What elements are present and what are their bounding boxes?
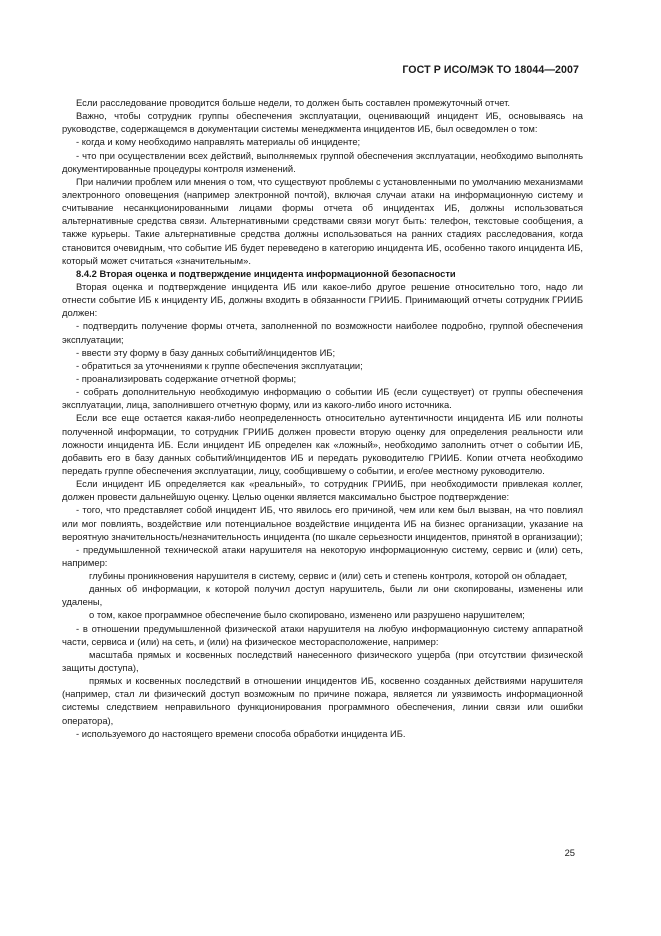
paragraph: - проанализировать содержание отчетной формы; — [76, 372, 297, 384]
paragraph: Вторая оценка и подтверждение инцидента ИБ или какое-либо другое решение относительно того, надо ли отнести событие ИБ к инциденту ИБ, должны входить в обязанности ГРИИБ. Принимающий отчеты сотрудник ГРИИБ должен: — [62, 280, 583, 319]
paragraph: глубины проникновения нарушителя в систему, сервис и (или) сеть и степень контроля, которой он обладает, — [89, 570, 568, 582]
paragraph: - собрать дополнительную необходимую информацию о событии ИБ (если существует) от группы обеспечения эксплуатации, лица, заполнившего отчетную форму, или из какого-либо иного источника. — [62, 386, 583, 411]
paragraph: - используемого до настоящего времени способа обработки инцидента ИБ. — [76, 727, 406, 739]
paragraph: - подтвердить получение формы отчета, заполненной по возможности наиболее подробно, группой обеспечения эксплуатации; — [62, 320, 583, 345]
paragraph: Если все еще остается какая-либо неопределенность относительно аутентичности инцидента ИБ или полноты полученной информации, то сотрудник ГРИИБ должен провести вторую оценку для определения реальности или ложности инцидента ИБ. Если инцидент ИБ определен как «ложный», необходимо заполнить отчет о событии ИБ, добавить его в базу данных событий/инцидентов ИБ и передать руководителю ГРИИБ. Копии отчета необходимо передать группе обеспечения эксплуатации, лицу, сообщившему о событии, и его/ее местному руководителю. — [62, 412, 583, 476]
paragraph: данных об информации, к которой получил доступ нарушитель, были ли они скопированы, изменены или удалены, — [62, 583, 583, 608]
paragraph: Если инцидент ИБ определяется как «реальный», то сотрудник ГРИИБ, при необходимости привлекая коллег, должен провести дальнейшую оценку. Целью оценки является максимально быстрое подтверждение: — [62, 478, 583, 503]
document-header: ГОСТ Р ИСО/МЭК ТО 18044—2007 — [402, 64, 579, 76]
document-body — [62, 96, 583, 740]
paragraph: Если расследование проводится больше недели, то должен быть составлен промежуточный отчет. — [76, 97, 510, 108]
paragraph: масштаба прямых и косвенных последствий нанесенного физического ущерба (при отсутствии физической защиты доступа), — [62, 648, 583, 674]
paragraph: Важно, чтобы сотрудник группы обеспечения эксплуатации, оценивающий инцидент ИБ, основываясь на руководстве, содержащемся в документации системы менеджмента инцидентов ИБ, был осведомлен о том: — [62, 110, 583, 135]
paragraph: - обратиться за уточнениями к группе обеспечения эксплуатации; — [76, 359, 363, 371]
paragraph: - в отношении предумышленной физической атаки нарушителя на любую информационную систему аппаратной части, сервиса и (или) на сеть, и (или) на физическое месторасположение, например: — [62, 622, 583, 647]
paragraph: - предумышленной технической атаки нарушителя на некоторую информационную систему, сервис и (или) сеть, например: — [62, 543, 583, 568]
paragraph: - когда и кому необходимо направлять материалы об инциденте; — [76, 136, 361, 148]
paragraph: о том, какое программное обеспечение было скопировано, изменено или разрушено нарушителем; — [89, 609, 525, 621]
paragraph: - того, что представляет собой инцидент ИБ, что явилось его причиной, чем или кем был вызван, на что повлиял или мог повлиять, воздействие или потенциальное воздействие инцидента ИБ на бизнес организации, указание на вероятную значительность/незначительность инцидента (по шкале серьезности инцидентов, принятой в организации); — [62, 504, 583, 542]
paragraph: - ввести эту форму в базу данных событий/инцидентов ИБ; — [76, 346, 336, 358]
paragraph: При наличии проблем или мнения о том, что существуют проблемы с установленными по умолчанию механизмами электронного оповещения (например электронной почтой), включая случаи атаки на информационную систему и считывание несанкционированными лицами формы отчета об инцидентах ИБ, должны использоваться альтернативные средства связи. Альтернативными средствами связи могут быть: телефон, текстовые сообщения, а также курьеры. Такие альтернативные средства должны использоваться на ранних стадиях расследования, когда становится очевидным, что событие ИБ будет переведено в категорию инцидента ИБ, особенно такого инцидента ИБ, который может считаться «значительным». — [62, 175, 583, 266]
paragraph: прямых и косвенных последствий в отношении инцидентов ИБ, косвенно созданных действиями нарушителя (например, стал ли физический доступ возможным по причине пожара, является ли уязвимость информационной системы следствием неправильного функционирования программного обеспечения, линии связи или ошибки оператора), — [62, 675, 583, 726]
page-number: 25 — [564, 847, 575, 858]
paragraph: - что при осуществлении всех действий, выполняемых группой обеспечения эксплуатации, необходимо выполнять документированные процедуры контроля изменений. — [62, 149, 583, 174]
section-heading: 8.4.2 Вторая оценка и подтверждение инцидента информационной безопасности — [76, 267, 456, 279]
